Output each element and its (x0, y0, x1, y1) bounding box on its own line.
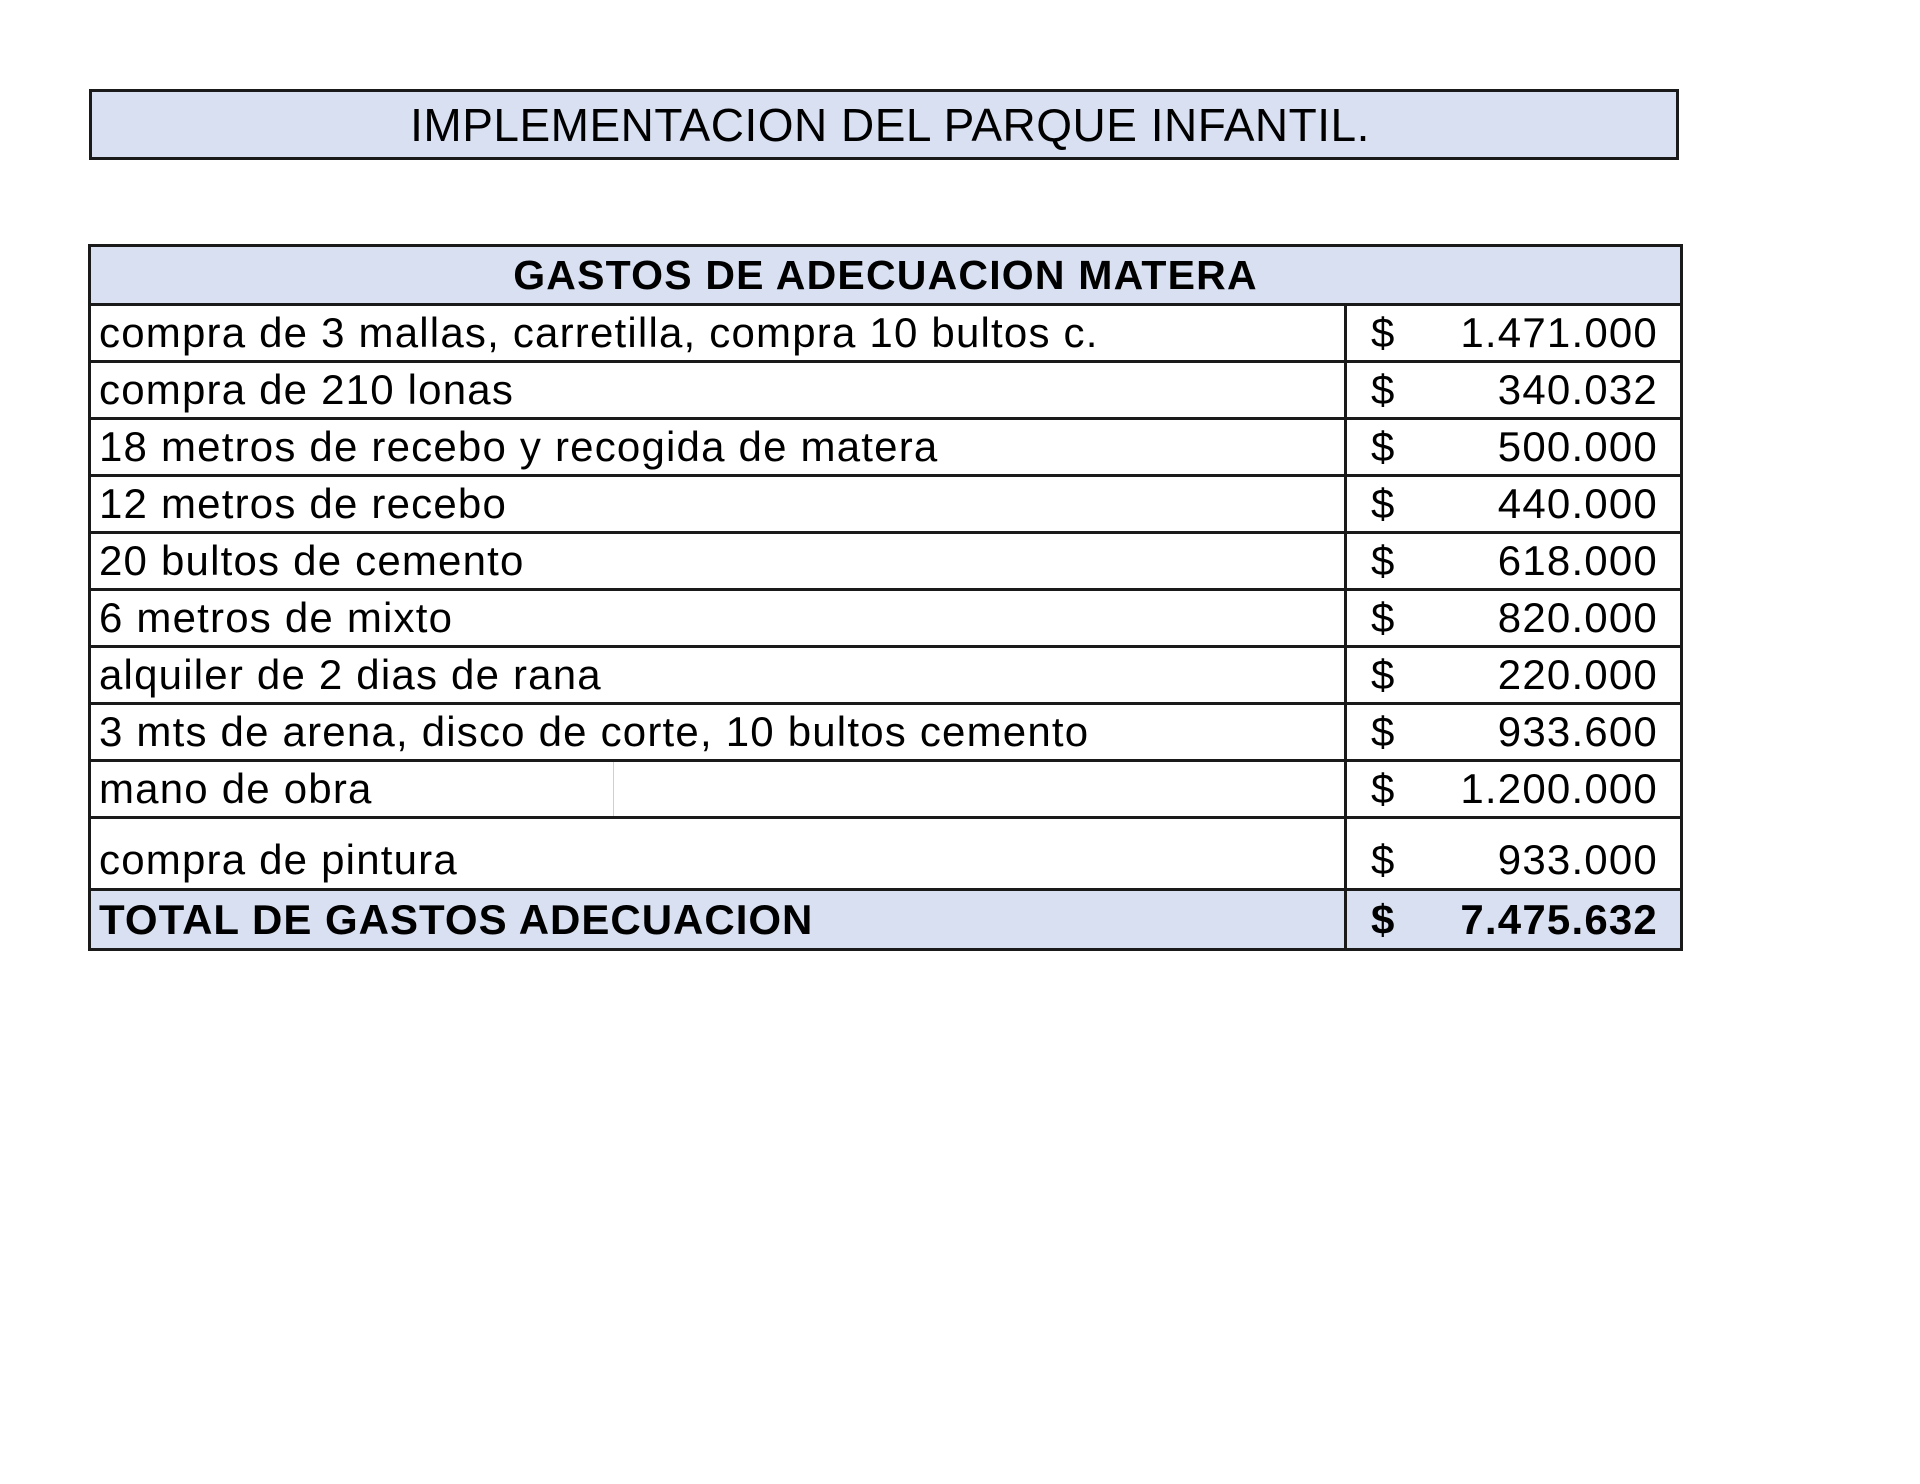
row-amount-cell (1346, 704, 1682, 761)
table-header: GASTOS DE ADECUACION MATERA (90, 246, 1682, 305)
table-row (90, 476, 1682, 533)
row-amount-cell (1346, 362, 1682, 419)
table-row (90, 647, 1682, 704)
table-row (90, 761, 1682, 818)
row-amount-cell (1346, 647, 1682, 704)
row-description-cell (90, 761, 1346, 818)
row-description: 3 mts de arena, disco de corte, 10 bultos cemento (90, 704, 1346, 761)
row-amount: 933.000 (1497, 835, 1658, 883)
table-row (90, 305, 1682, 362)
row-description: mano de obra (99, 765, 373, 812)
total-amount-cell (1346, 890, 1682, 950)
table-row (90, 419, 1682, 476)
row-amount-cell (1346, 419, 1682, 476)
total-row (90, 890, 1682, 950)
currency-symbol: $ (1371, 594, 1396, 641)
document-title: IMPLEMENTACION DEL PARQUE INFANTIL. (410, 98, 1370, 151)
row-amount-cell (1346, 818, 1682, 890)
currency-symbol: $ (1371, 537, 1396, 584)
row-description: 6 metros de mixto (90, 590, 1346, 647)
row-amount-cell (1346, 533, 1682, 590)
currency-symbol: $ (1371, 651, 1396, 698)
document-title-box (89, 89, 1679, 160)
row-amount: 220.000 (1497, 651, 1658, 698)
table-row (90, 818, 1682, 890)
table-row (90, 362, 1682, 419)
table-row (90, 590, 1682, 647)
expense-table (88, 244, 1683, 951)
row-amount: 618.000 (1497, 537, 1658, 584)
currency-symbol: $ (1371, 708, 1396, 755)
row-amount: 933.600 (1497, 708, 1658, 755)
row-description: alquiler de 2 dias de rana (90, 647, 1346, 704)
table-header-row (90, 246, 1682, 305)
row-amount: 500.000 (1497, 423, 1658, 470)
row-amount: 440.000 (1497, 480, 1658, 527)
row-amount: 820.000 (1497, 594, 1658, 641)
currency-symbol: $ (1371, 366, 1396, 413)
row-description: compra de pintura (90, 818, 1346, 890)
row-amount-cell (1346, 590, 1682, 647)
table-row (90, 533, 1682, 590)
row-description: compra de 3 mallas, carretilla, compra 10 bultos c. (90, 305, 1346, 362)
currency-symbol: $ (1371, 765, 1396, 812)
row-description: compra de 210 lonas (90, 362, 1346, 419)
row-amount-cell (1346, 476, 1682, 533)
row-amount: 1.471.000 (1460, 309, 1658, 356)
currency-symbol: $ (1371, 309, 1396, 356)
row-amount: 340.032 (1497, 366, 1658, 413)
currency-symbol: $ (1371, 835, 1396, 883)
currency-symbol: $ (1371, 480, 1396, 527)
row-amount-cell (1346, 305, 1682, 362)
table-row (90, 704, 1682, 761)
total-amount: 7.475.632 (1460, 895, 1658, 943)
row-amount-cell (1346, 761, 1682, 818)
cell-divider (613, 762, 614, 818)
currency-symbol: $ (1371, 423, 1396, 470)
row-description: 12 metros de recebo (90, 476, 1346, 533)
row-description: 18 metros de recebo y recogida de matera (90, 419, 1346, 476)
row-description: 20 bultos de cemento (90, 533, 1346, 590)
row-amount: 1.200.000 (1460, 765, 1658, 812)
currency-symbol: $ (1371, 895, 1396, 943)
total-label: TOTAL DE GASTOS ADECUACION (90, 890, 1346, 950)
